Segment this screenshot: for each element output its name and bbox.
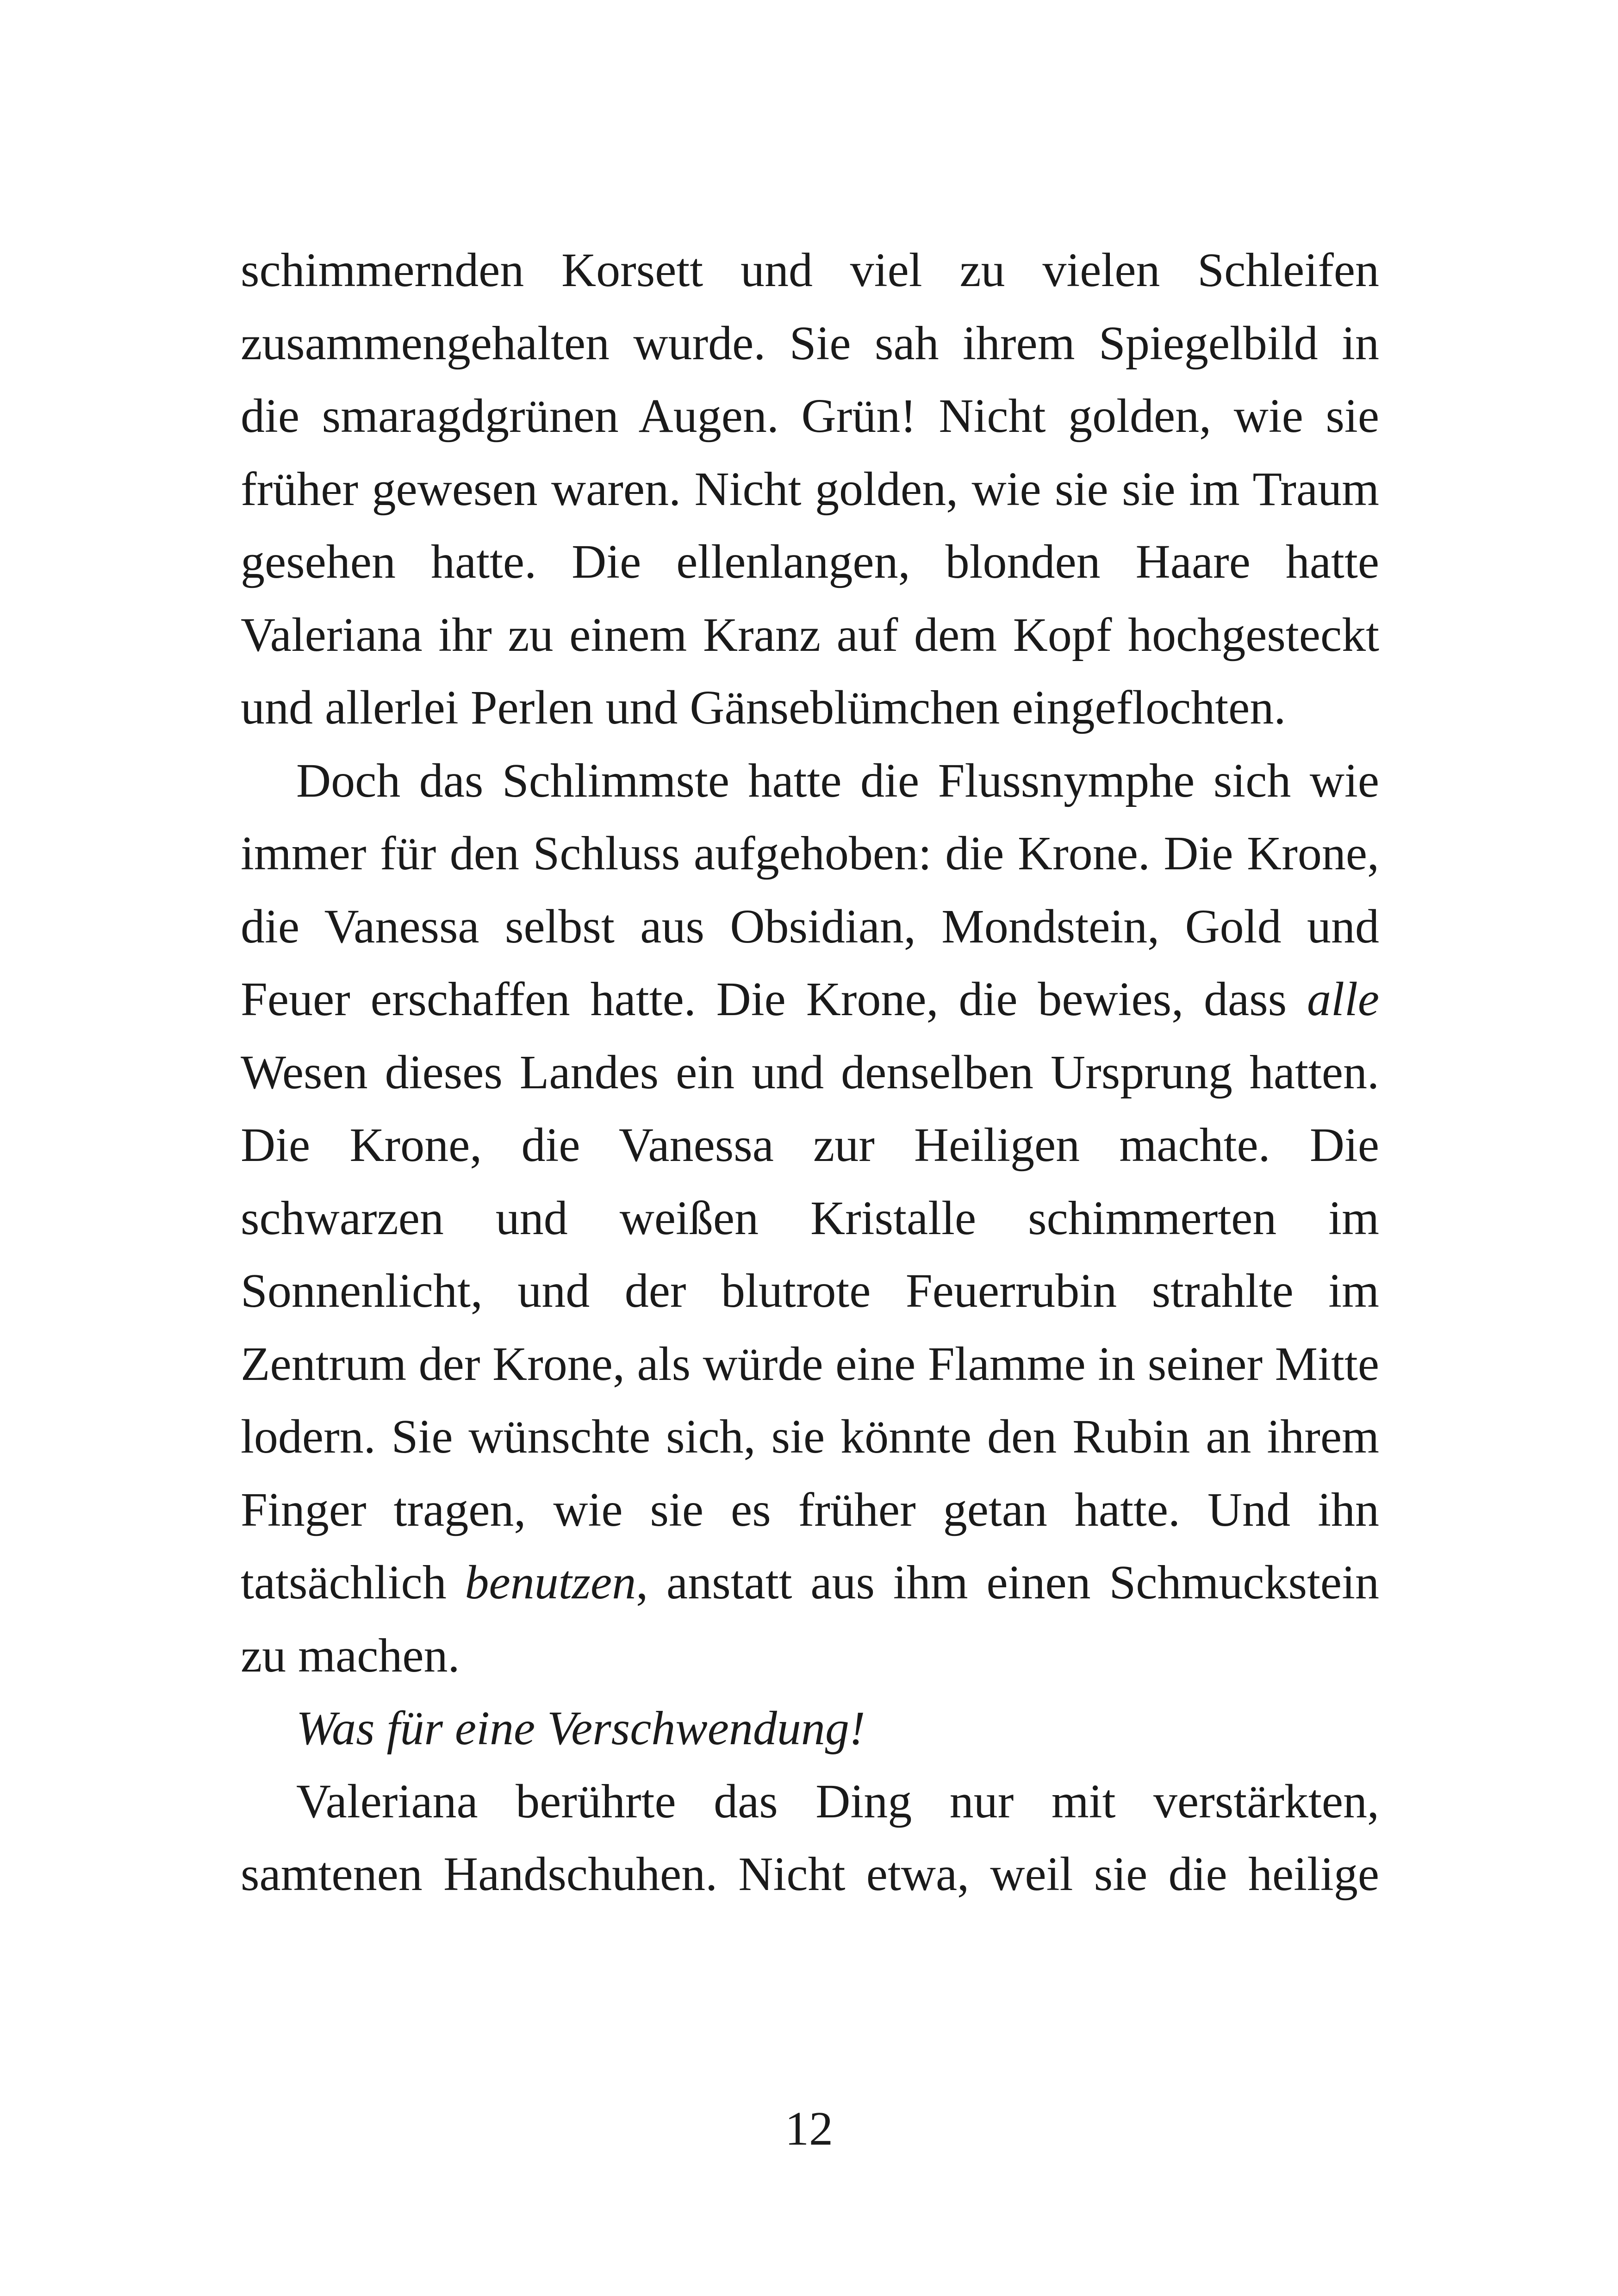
paragraph-3 xyxy=(241,1692,1379,1765)
paragraph-4-text: Valeriana berührte das Ding nur mit verstärkten, samtenen Handschuhen. Nicht etwa, weil sie die heilige xyxy=(241,1774,1379,1901)
paragraph-4 xyxy=(241,1765,1379,1911)
emphasis-benutzen: benutzen xyxy=(465,1556,636,1609)
paragraph-2-text-b: Wesen dieses Landes ein und denselben Ursprung hatten. Die Krone, die Vanessa zur Heiligen machte. Die schwarzen und weißen Kristalle schimmerten im Sonnenlicht, und der blutrote Feuerrubin strahlte im Zentrum der Krone, als würde eine Flamme in seiner Mitte lodern. Sie wünschte sich, sie könnte den Rubin an ihrem Finger tragen, wie sie es früher getan hatte. Und ihn tatsächlich xyxy=(241,1045,1379,1609)
paragraph-2-text-a: Doch das Schlimmste hatte die Flussnymphe sich wie immer für den Schluss aufgehoben: die Krone. Die Krone, die Vanessa selbst aus Obsidian, Mondstein, Gold und Feuer erschaffen hatte. Die Krone, die bewies, dass xyxy=(241,754,1379,1026)
page-number: 12 xyxy=(785,2102,833,2155)
body-text xyxy=(241,234,1379,1911)
emphasis-alle: alle xyxy=(1307,973,1379,1026)
paragraph-2 xyxy=(241,744,1379,1692)
paragraph-1-text: schimmernden Korsett und viel zu vielen Schleifen zusammengehalten wurde. Sie sah ihrem Spiegelbild in die smaragdgrünen Augen. Grün! Nicht golden, wie sie früher gewesen waren. Nicht golden, wie sie sie im Traum gesehen hatte. Die ellenlangen, blonden Haare hatte Valeriana ihr zu einem Kranz auf dem Kopf hochgesteckt und allerlei Perlen und Gänseblümchen eingeflochten. xyxy=(241,243,1379,734)
paragraph-2-text-c: , anstatt aus ihm einen Schmuckstein zu machen. xyxy=(241,1556,1379,1682)
paragraph-1 xyxy=(241,234,1379,744)
thought-line: Was für eine Verschwendung! xyxy=(296,1702,865,1755)
